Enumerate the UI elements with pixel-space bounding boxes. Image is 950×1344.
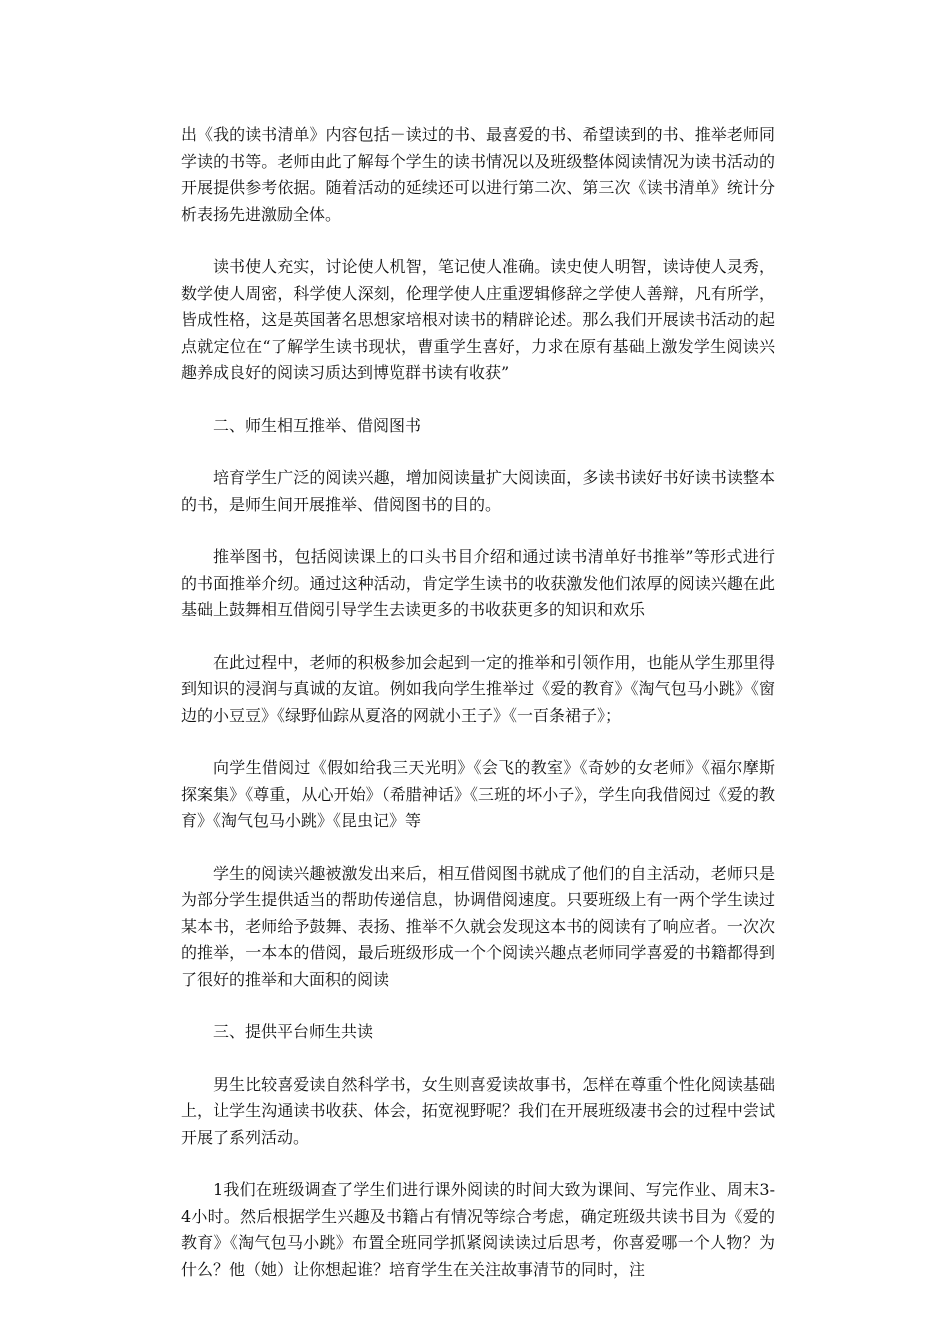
paragraph-recommend-books: 推举图书，包括阅读课上的口头书目介绍和通过读书清单好书推举”等形式进行的书面推举介纫。通过这种活动，肯定学生读书的收获激发他们浓厚的阅读兴趣在此基础上鼓舞相互借阅引导学生去读更多的书收获更多的知识和欢乐 [181,547,775,619]
paragraph-reading-list-continued: 出《我的读书清单》内容包括－读过的书、最喜爱的书、希望读到的书、推举老师同学读的书等。老师由此了解每个学生的读书情况以及班级整体阅读情况为读书活动的开展提供参考依据。随着活动的延续还可以进行第二次、第三次《读书清单》统计分析表扬先进激励全体。 [181,125,775,224]
paragraph-borrowed-books: 向学生借阅过《假如给我三天光明》《会飞的教室》《奇妙的女老师》《福尔摩斯探案集》《尊重，从心开始》（希腊神话》《三班的坏小子》，学生向我借阅过《爱的教育》《淘气包马小跳》《昆虫记》等 [181,758,775,830]
section-heading-2: 二、师生相互推举、借阅图书 [213,415,422,435]
paragraph-gender-preferences: 男生比较喜爱读自然科学书，女生则喜爱读故事书，怎样在尊重个性化阅读基础上，让学生沟通读书收获、体会，拓宽视野呢？我们在开展班级凄书会的过程中尝试开展了系列活动。 [181,1074,775,1147]
paragraph-class-survey: 1我们在班级调查了学生们进行课外阅读的时间大致为课间、写完作业、周末3-4小时。然后根据学生兴趣及书籍占有情况等综合考虑，确定班级共读书目为《爱的教育》《淘气包马小跳》布置全班同学抓紧阅读读过后思考，你喜爱哪一个人物？为什么？他（她）让你想起谁？培育学生在关注故事清节的同时，注 [181,1180,775,1279]
paragraph-reading-interest: 培育学生广泛的阅读兴趣，增加阅读量扩大阅读面，多读书读好书好读书读整本的书，是师生间开展推举、借阅图书的目的。 [181,468,775,514]
paragraph-bacon-quote: 读书使人充实，讨论使人机智，笔记使人准确。读史使人明智，读诗使人灵秀，数学使人周密，科学使人深刻，伦理学使人庄重逻辑修辞之学使人善辩，凡有所学，皆成性格，这是英国著名思想家培根对读书的精辟论述。那么我们开展读书活动的起点就定位在“了解学生读书现状，曹重学生喜好，力求在原有基础上激发学生阅读兴趣养成良好的阅读习质达到博览群书读有收获” [181,257,775,382]
paragraph-student-autonomy: 学生的阅读兴趣被激发出来后，相互借阅图书就成了他们的自主活动，老师只是为部分学生提供适当的帮助传递信息，协调借阅速度。只要班级上有一两个学生读过某本书，老师给予鼓舞、表扬、推举不久就会发现这本书的阅读有了响应者。一次次的推举，一本本的借阅，最后班级形成一个个阅读兴趣点老师同学喜爱的书籍都得到了很好的推举和大面积的阅读 [181,863,775,989]
paragraph-teacher-role: 在此过程中，老师的积极参加会起到一定的推举和引领作用，也能从学生那里得到知识的浸润与真诚的友谊。例如我向学生推举过《爱的教育》《淘气包马小跳》《窗边的小豆豆》《绿野仙踪从夏洛的网就小王子》《一百条裙子》； [181,652,775,725]
document-body [181,122,775,1309]
section-heading-3: 三、提供平台师生共读 [213,1022,374,1041]
